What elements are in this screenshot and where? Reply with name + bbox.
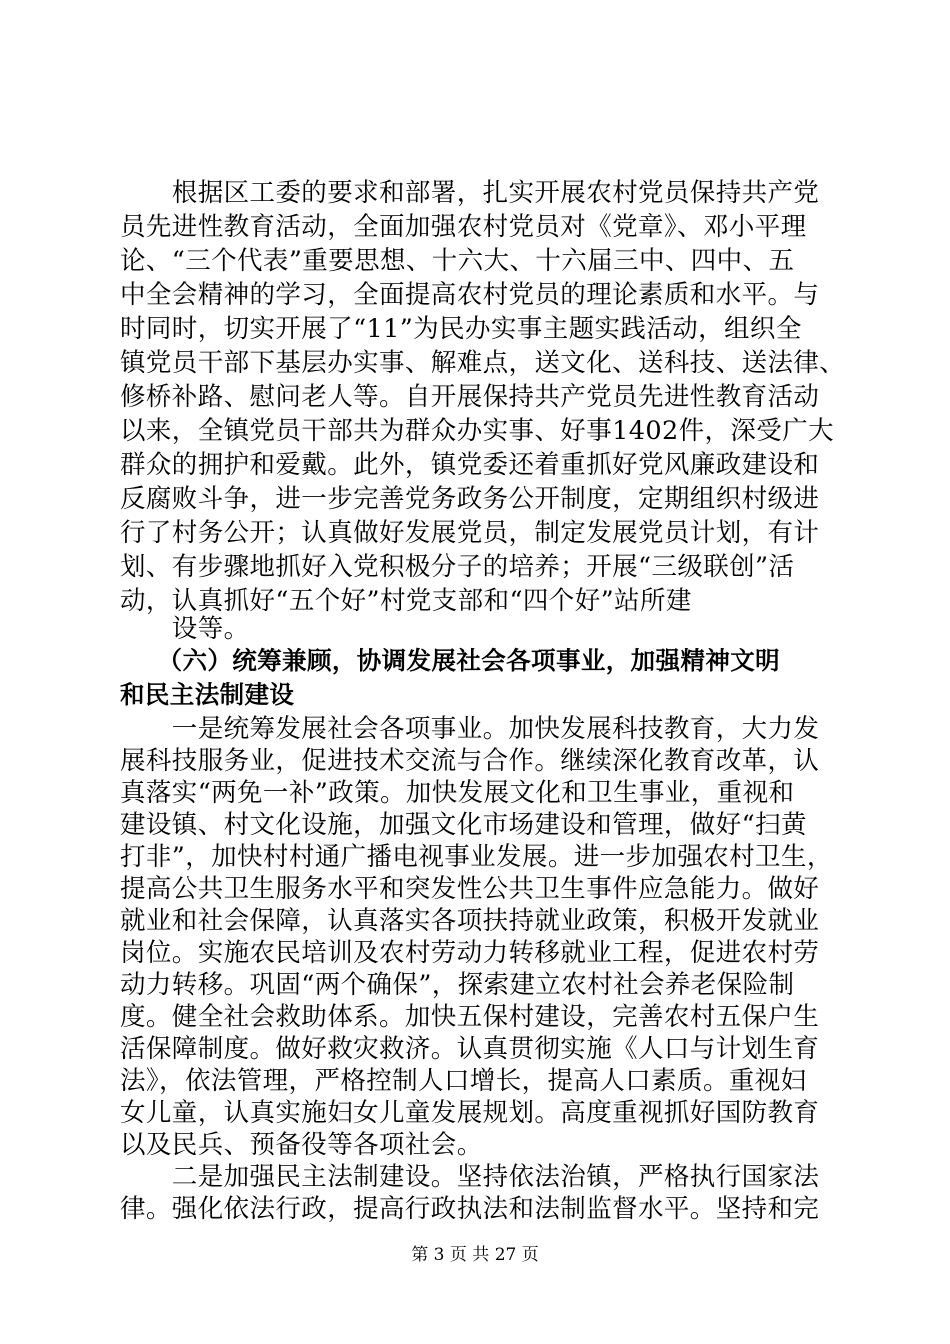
- text-line: 岗位。实施农民培训及农村劳动力转移就业工程，促进农村劳: [120, 938, 820, 968]
- text-line: 以来，全镇党员干部共为群众办实事、好事1402件，深受广大: [120, 416, 834, 446]
- text-line: 反腐败斗争，进一步完善党务政务公开制度，定期组织村级进: [120, 484, 820, 514]
- text-line: 根据区工委的要求和部署，扎实开展农村党员保持共产党: [120, 178, 820, 208]
- text-line: 展科技服务业，促进技术交流与合作。继续深化教育改革，认: [120, 746, 820, 776]
- text-line: 设等。: [120, 614, 250, 644]
- text-line: 律。强化依法行政，提高行政执法和法制监督水平。坚持和完: [120, 1194, 820, 1224]
- text-line: 活保障制度。做好救灾救济。认真贯彻实施《人口与计划生育: [120, 1034, 820, 1064]
- text-line: 修桥补路、慰问老人等。自开展保持共产党员先进性教育活动: [120, 382, 820, 412]
- text-line: 打非”，加快村村通广播电视事业发展。进一步加强农村卫生，: [120, 842, 833, 872]
- text-line: 动力转移。巩固“两个确保”，探索建立农村社会养老保险制: [120, 970, 795, 1000]
- heading-line: （六）统筹兼顾，协调发展社会各项事业，加强精神文明: [120, 646, 781, 675]
- text-line: 一是统筹发展社会各项事业。加快发展科技教育，大力发: [120, 714, 820, 744]
- text-line: 论、“三个代表”重要思想、十六大、十六届三中、四中、五: [120, 246, 795, 276]
- heading-line: 和民主法制建设: [120, 680, 295, 709]
- text-line: 二是加强民主法制建设。坚持依法治镇，严格执行国家法: [120, 1162, 820, 1192]
- text-line: 法》，依法管理，严格控制人口增长，提高人口素质。重视妇: [120, 1066, 807, 1096]
- text-line: 员先进性教育活动，全面加强农村党员对《党章》、邓小平理: [120, 212, 807, 242]
- page-number-footer: 第 3 页 共 27 页: [411, 1245, 539, 1265]
- text-line: 真落实“两免一补”政策。加快发展文化和卫生事业，重视和: [120, 778, 795, 808]
- text-line: 就业和社会保障，认真落实各项扶持就业政策，积极开发就业: [120, 906, 820, 936]
- text-line: 时同时，切实开展了“11”为民办实事主题实践活动，组织全: [120, 314, 802, 344]
- text-line: 群众的拥护和爱戴。此外，镇党委还着重抓好党风廉政建设和: [120, 450, 820, 480]
- text-line: 动，认真抓好“五个好”村党支部和“四个好”站所建: [120, 586, 692, 616]
- text-line: 建设镇、村文化设施，加强文化市场建设和管理，做好“扫黄: [120, 810, 807, 840]
- text-line: 划、有步骤地抓好入党积极分子的培养；开展“三级联创”活: [120, 552, 795, 582]
- text-line: 行了村务公开；认真做好发展党员，制定发展党员计划，有计: [120, 518, 820, 548]
- text-line: 女儿童，认真实施妇女儿童发展规划。高度重视抓好国防教育: [120, 1098, 820, 1128]
- text-line: 以及民兵、预备役等各项社会。: [120, 1130, 483, 1160]
- text-line: 度。健全社会救助体系。加快五保村建设，完善农村五保户生: [120, 1002, 820, 1032]
- text-line: 中全会精神的学习，全面提高农村党员的理论素质和水平。与: [120, 280, 820, 310]
- text-line: 镇党员干部下基层办实事、解难点，送文化、送科技、送法律、: [120, 348, 846, 378]
- text-line: 提高公共卫生服务水平和突发性公共卫生事件应急能力。做好: [120, 874, 820, 904]
